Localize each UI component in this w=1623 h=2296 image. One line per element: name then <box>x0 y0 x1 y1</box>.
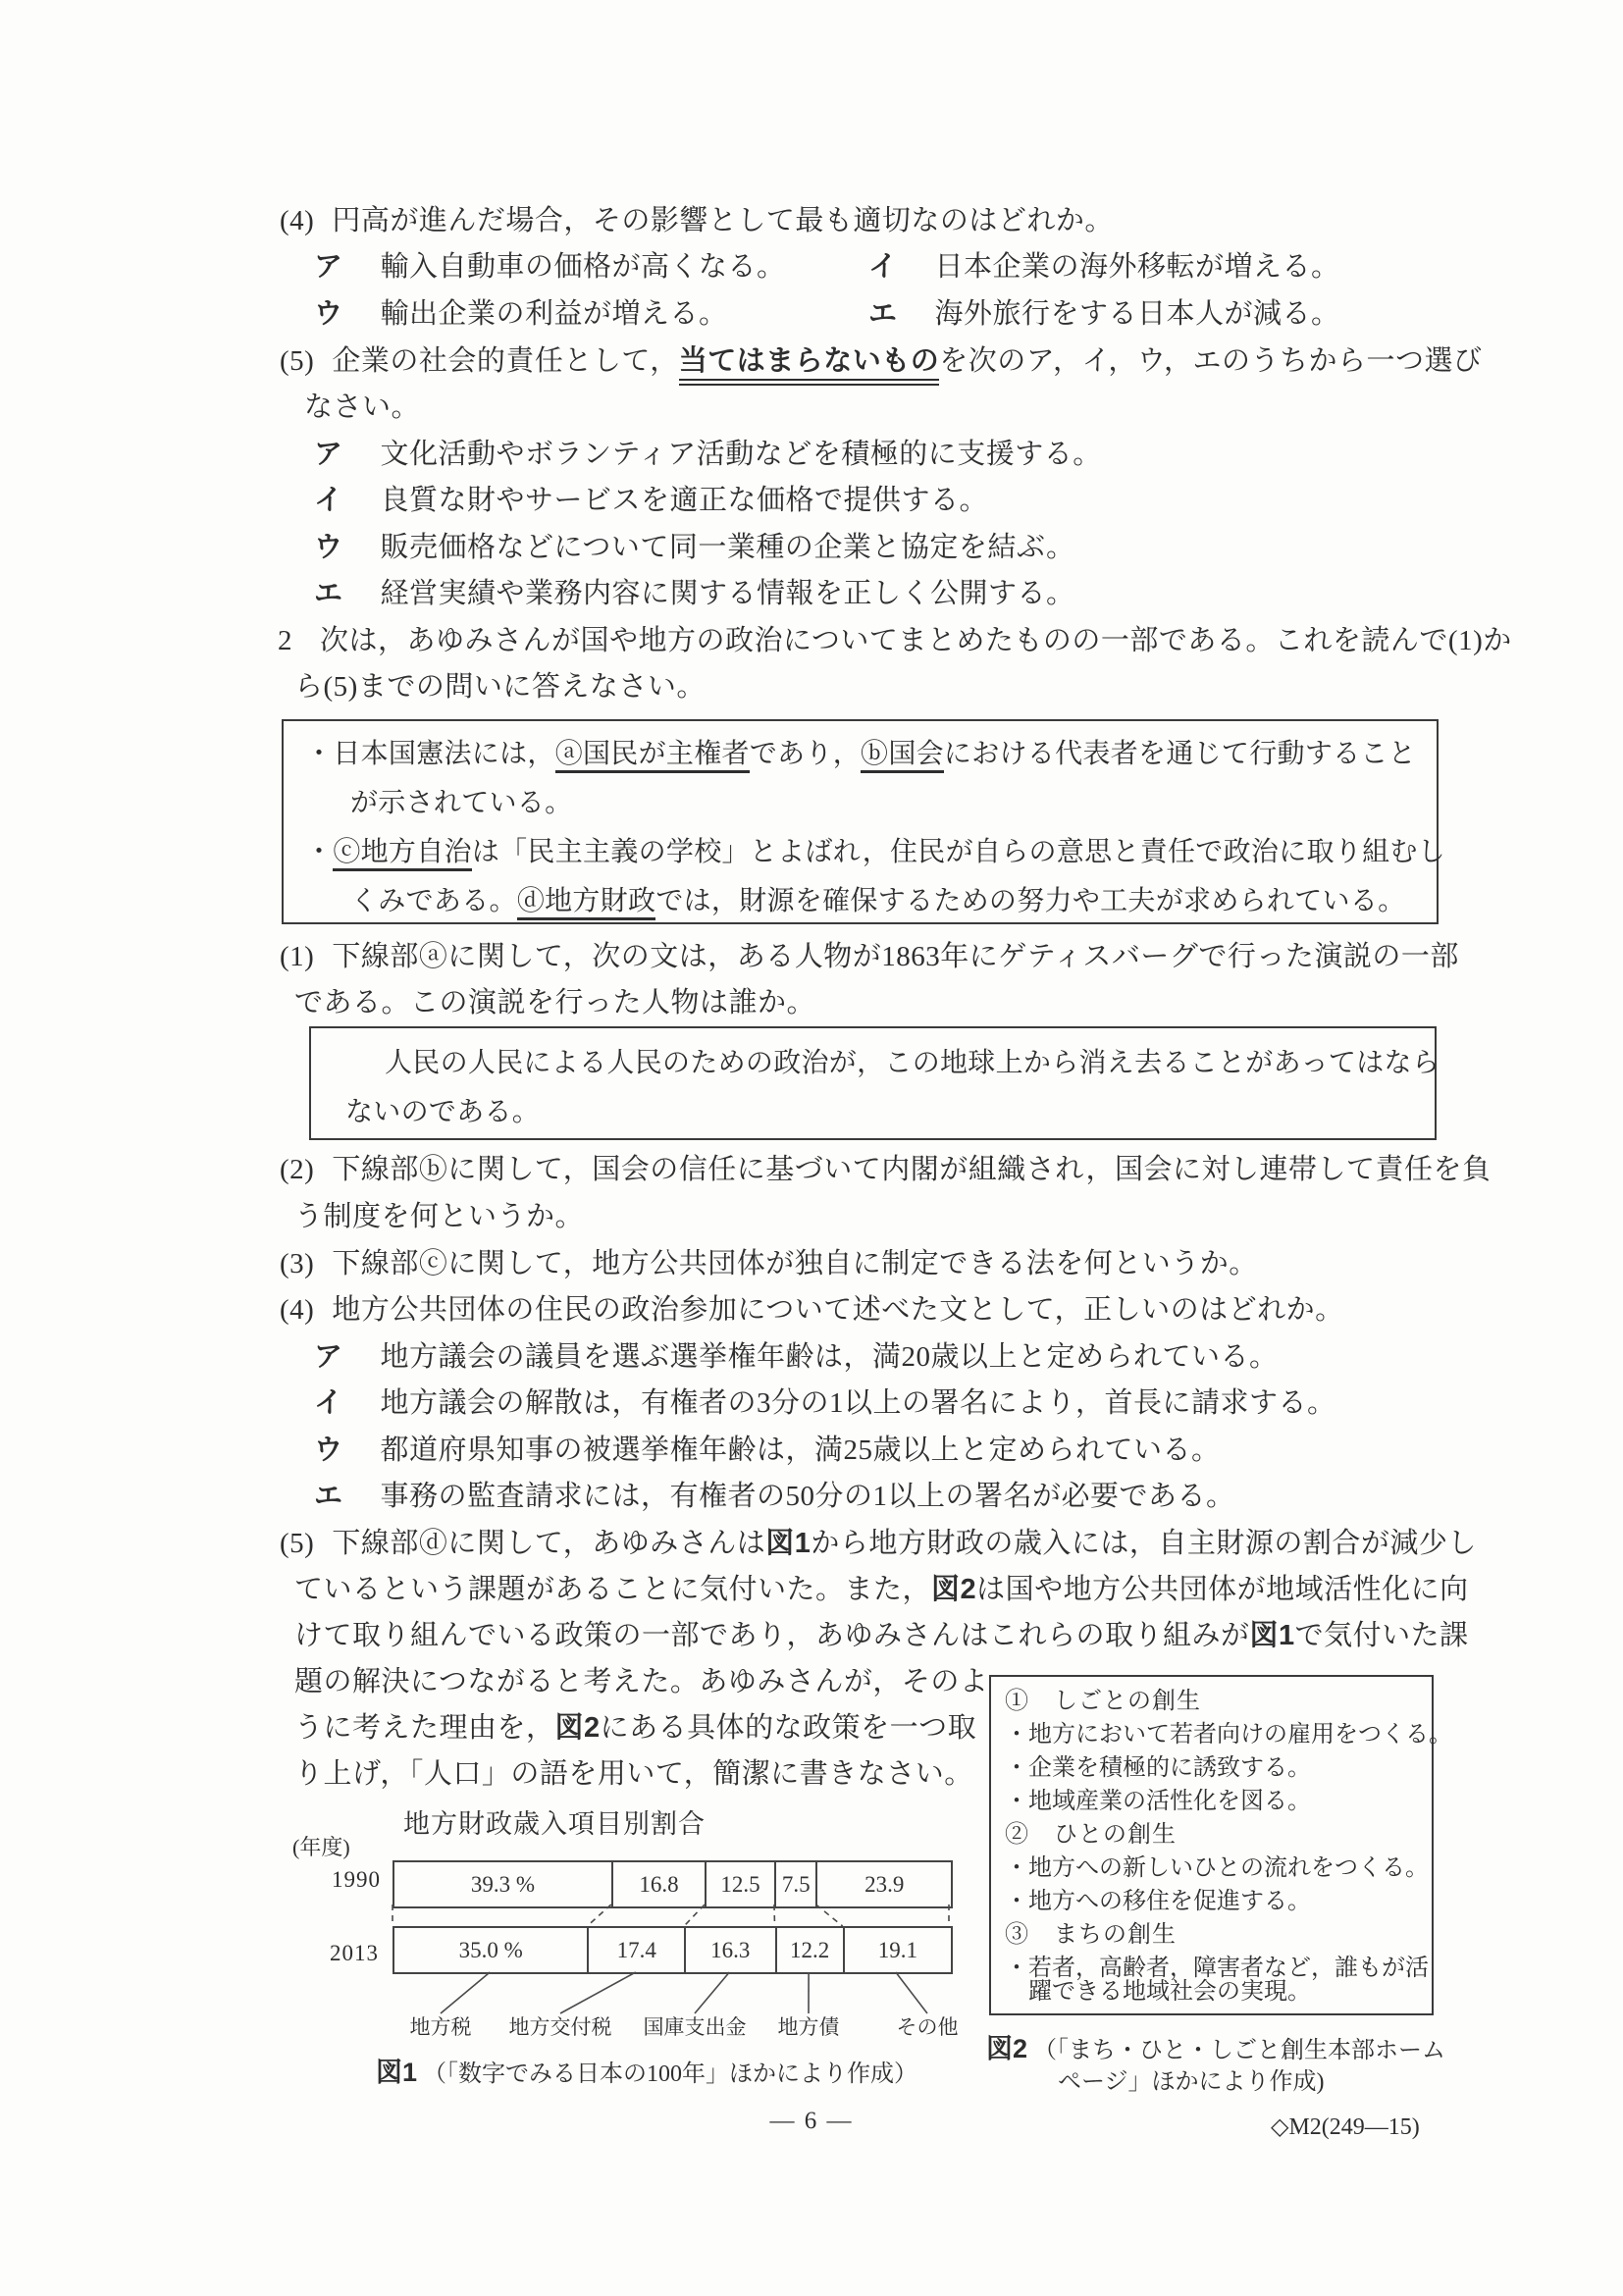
chart-category-地方税: 地方税 <box>409 2015 472 2039</box>
sub5-line2 <box>294 1570 1469 1609</box>
q4-option-i <box>868 247 1340 287</box>
summary-line-3 <box>305 833 1445 872</box>
sub1-line1: 下線部ⓐに関して，次の文は，ある人物が1863年にゲティスバーグで行った演説の一部 <box>332 941 1459 972</box>
sub-question-5 <box>280 1524 1477 1563</box>
sub4-line1: 地方公共団体の住民の政治参加について述べた文として，正しいのはどれか。 <box>332 1294 1344 1326</box>
q5-option-a-text: 文化活動やボランティア活動などを積極的に支援する。 <box>380 439 1102 470</box>
sub4-option-u <box>314 1431 1221 1470</box>
q5-option-a-label: ア <box>314 439 343 470</box>
bar-segment-2013-その他: 19.1 <box>877 1938 917 1962</box>
sub-question-2 <box>280 1150 1492 1189</box>
sub4-option-a-text: 地方議会の議員を選ぶ選挙権年齢は，満20歳以上と定められている。 <box>380 1341 1279 1373</box>
sub2-line1: 下線部ⓑに関して，国会の信任に基づいて内閣が組織され，国会に対し連帯して責任を負 <box>332 1154 1492 1185</box>
chart-category-その他: その他 <box>896 2015 959 2039</box>
sub4-option-u-text: 都道府県知事の被選挙権年齢は，満25歳以上と定められている。 <box>380 1435 1221 1466</box>
summary-underline-kokkai: ⓑ国会 <box>861 739 944 773</box>
summary-l3a: ・ <box>305 837 334 867</box>
sub5-fig1-ref-1: 図1 <box>765 1528 812 1559</box>
question-2-line2: ら(5)までの問いに答えなさい。 <box>294 671 706 703</box>
bar-segment-1990-国庫支出金: 12.5 <box>707 1862 776 1906</box>
quote-line-1: 人民の人民による人民のための政治が，この地球上から消え去ることがあってはなら <box>385 1048 1440 1078</box>
fig2-label: 図2 <box>986 2034 1028 2063</box>
q4-option-a-text: 輸入自動車の価格が高くなる。 <box>380 251 786 283</box>
fig2-policy-box <box>989 1675 1452 2015</box>
sub5-number: (5) <box>280 1528 315 1559</box>
q5-option-i-label: イ <box>314 485 343 516</box>
summary-l1e: における代表者を通じて行動すること <box>943 739 1417 769</box>
sub3-line1: 下線部ⓒに関して，地方公共団体が独自に制定できる法を何というか。 <box>332 1248 1258 1279</box>
sub5-l5c: にある具体的な政策を一つ取 <box>600 1712 977 1744</box>
question-4 <box>280 201 1114 240</box>
q5-option-i-text: 良質な財やサービスを適正な価格で提供する。 <box>380 485 989 516</box>
fig2-item-continuation: 躍できる地域社会の実現。 <box>1028 1979 1311 2005</box>
q5-option-e-text: 経営実績や業務内容に関する情報を正しく公開する。 <box>380 578 1075 609</box>
q4-option-e-label: エ <box>868 298 898 330</box>
document-code: ◇M2(249—15) <box>1271 2114 1420 2140</box>
q5-option-e <box>314 574 1075 613</box>
chart-year-2013: 2013 <box>330 1941 379 1965</box>
page-number: — 6 — <box>769 2108 854 2134</box>
chart-category-国庫支出金: 国庫支出金 <box>643 2015 747 2039</box>
q5-option-i <box>314 481 988 520</box>
q4-option-e-text: 海外旅行をする日本人が減る。 <box>934 298 1340 330</box>
summary-underline-chihoujichi: ⓒ地方自治 <box>333 837 472 871</box>
sub4-option-u-label: ウ <box>314 1435 343 1466</box>
sub4-option-a-label: ア <box>314 1341 343 1373</box>
summary-l1a: ・日本国憲法には， <box>305 739 555 769</box>
sub4-option-e-label: エ <box>314 1481 343 1512</box>
q4-option-u-label: ウ <box>314 298 343 330</box>
bar-segment-1990-地方税: 39.3 % <box>394 1862 613 1906</box>
sub4-option-e <box>314 1477 1235 1516</box>
fig2-item: ・地方において若者向けの雇用をつくる。 <box>1005 1722 1452 1748</box>
sub5-l3a: けて取り組んでいる政策の一部であり，あゆみさんはこれらの取り組みが <box>294 1620 1250 1651</box>
question-2-number: 2 <box>278 625 292 656</box>
fig2-caption-line1 <box>986 2031 1445 2066</box>
fig2-item: ・若者，高齢者，障害者など，誰もが活 <box>1005 1956 1429 1981</box>
fig1-caption <box>376 2055 917 2090</box>
q5-option-e-label: エ <box>314 578 343 609</box>
q4-option-i-label: イ <box>868 251 898 283</box>
question-5 <box>280 341 1483 381</box>
sub1-line2: である。この演説を行った人物は誰か。 <box>294 987 816 1018</box>
sub5-l1a: 下線部ⓓに関して，あゆみさんは <box>332 1528 766 1559</box>
sub4-option-i-text: 地方議会の解散は，有権者の3分の1以上の署名により，首長に請求する。 <box>380 1387 1336 1419</box>
sub5-fig2-ref-1: 図2 <box>931 1574 977 1605</box>
sub5-line6: り上げ，「人口」の語を用いて，簡潔に書きなさい。 <box>294 1758 973 1790</box>
q5-option-a <box>314 435 1102 474</box>
question-2-line1: 次は，あゆみさんが国や地方の政治についてまとめたものの一部である。これを読んで(1)か <box>320 625 1512 656</box>
q4-option-a-label: ア <box>314 251 343 283</box>
fig2-item: ・地域産業の活性化を図る。 <box>1005 1789 1311 1814</box>
sub5-line5 <box>294 1708 976 1748</box>
sub5-l2a: ているという課題があることに気付いた。また， <box>294 1574 932 1605</box>
summary-underline-chihouzaisei: ⓓ地方財政 <box>517 886 656 920</box>
chart-axis-unit-label: (年度) <box>292 1835 350 1859</box>
sub5-fig2-ref-2: 図2 <box>554 1712 601 1744</box>
question-5-emphasis: 当てはまらないもの <box>679 345 940 386</box>
sub5-line4: 題の解決につながると考えた。あゆみさんが，そのよ <box>294 1666 989 1697</box>
summary-line-4 <box>350 882 1405 921</box>
q4-option-u-text: 輸出企業の利益が増える。 <box>380 298 728 330</box>
question-5-number: (5) <box>280 345 315 377</box>
fig2-heading-2: ② ひとの創生 <box>1005 1822 1177 1848</box>
chart-connector-lines <box>373 1894 981 2026</box>
q4-option-a <box>314 247 786 287</box>
chart-category-地方債: 地方債 <box>777 2015 840 2039</box>
q5-option-u <box>314 528 1075 567</box>
gettysburg-quote-box <box>309 1026 1440 1140</box>
q4-option-u <box>314 294 728 334</box>
sub-question-4 <box>280 1290 1344 1330</box>
question-4-number: (4) <box>280 205 315 236</box>
q5-option-u-text: 販売価格などについて同一業種の企業と協定を結ぶ。 <box>380 532 1075 563</box>
bar-segment-1990-その他: 23.9 <box>864 1872 905 1897</box>
bar-segment-1990-地方交付税: 16.8 <box>613 1862 707 1906</box>
q4-option-e <box>868 294 1340 334</box>
question-2-header <box>278 621 1512 660</box>
question-5-line2: なさい。 <box>304 391 421 423</box>
summary-line-1 <box>305 735 1416 774</box>
sub5-l1c: から地方財政の歳入には，自主財源の割合が減少し <box>811 1528 1477 1559</box>
fig2-item: ・地方への移住を促進する。 <box>1005 1889 1311 1914</box>
fig2-heading-1: ① しごとの創生 <box>1005 1689 1201 1714</box>
bar-segment-2013-地方債: 12.2 <box>777 1928 845 1972</box>
question-5-pre: 企業の社会的責任として， <box>332 345 679 377</box>
sub-question-1 <box>280 937 1459 976</box>
fig2-item: ・地方への新しいひとの流れをつくる。 <box>1005 1855 1429 1881</box>
bar-segment-2013-地方交付税: 17.4 <box>589 1928 686 1972</box>
chart-year-1990: 1990 <box>332 1867 381 1892</box>
fig2-caption-line2: ページ」ほかにより作成) <box>1058 2069 1325 2095</box>
sub4-number: (4) <box>280 1294 315 1326</box>
chart-category-地方交付税: 地方交付税 <box>508 2015 612 2039</box>
sub3-number: (3) <box>280 1248 315 1279</box>
summary-line-2: が示されている。 <box>350 788 573 818</box>
sub2-number: (2) <box>280 1154 315 1185</box>
sub2-line2: う制度を何というか。 <box>294 1201 585 1232</box>
q5-option-u-label: ウ <box>314 532 343 563</box>
sub5-l2c: は国や地方公共団体が地域活性化に向 <box>976 1574 1469 1605</box>
quote-line-2: ないのである。 <box>345 1097 541 1127</box>
bar-segment-2013-国庫支出金: 16.3 <box>686 1928 776 1972</box>
sub1-number: (1) <box>280 941 315 972</box>
summary-l4a: くみである。 <box>350 886 517 916</box>
sub5-fig1-ref-2: 図1 <box>1249 1620 1295 1651</box>
chart-title: 地方財政歳入項目別割合 <box>403 1809 706 1839</box>
bar-segment-2013-地方税: 35.0 % <box>394 1928 589 1972</box>
fig2-item: ・企業を積極的に誘致する。 <box>1005 1755 1311 1781</box>
bar-segment-1990-地方債: 7.5 <box>776 1862 818 1906</box>
summary-l3c: は「民主主義の学校」とよばれ，住民が自らの意思と責任で政治に取り組むし <box>471 837 1446 867</box>
sub5-l3c: で気付いた課 <box>1294 1620 1469 1651</box>
fig1-label: 図1 <box>376 2058 418 2087</box>
fig1-source: （「数字でみる日本の100年」ほかにより作成） <box>423 2061 918 2087</box>
question-5-post: を次のア，イ，ウ，エのうちから一つ選び <box>939 345 1483 377</box>
q4-option-i-text: 日本企業の海外移転が増える。 <box>934 251 1340 283</box>
sub5-line3 <box>294 1616 1469 1655</box>
summary-underline-kokumin: ⓐ国民が主権者 <box>555 739 750 773</box>
sub4-option-i-label: イ <box>314 1387 343 1419</box>
sub4-option-i <box>314 1383 1336 1423</box>
summary-box <box>282 719 1446 924</box>
sub5-l5a: うに考えた理由を， <box>294 1712 555 1744</box>
question-4-text: 円高が進んだ場合，その影響として最も適切なのはどれか。 <box>332 205 1114 236</box>
fig2-heading-3: ③ まちの創生 <box>1005 1922 1177 1948</box>
sub4-option-a <box>314 1337 1279 1377</box>
sub4-option-e-text: 事務の監査請求には，有権者の50分の1以上の署名が必要である。 <box>380 1481 1235 1512</box>
summary-l1c: であり， <box>749 739 862 769</box>
sub-question-3 <box>280 1244 1258 1283</box>
summary-l4c: では，財源を確保するための努力や工夫が求められている。 <box>655 886 1406 916</box>
fig2-source-1: （「まち・ひと・しごと創生本部ホーム <box>1033 2038 1446 2063</box>
